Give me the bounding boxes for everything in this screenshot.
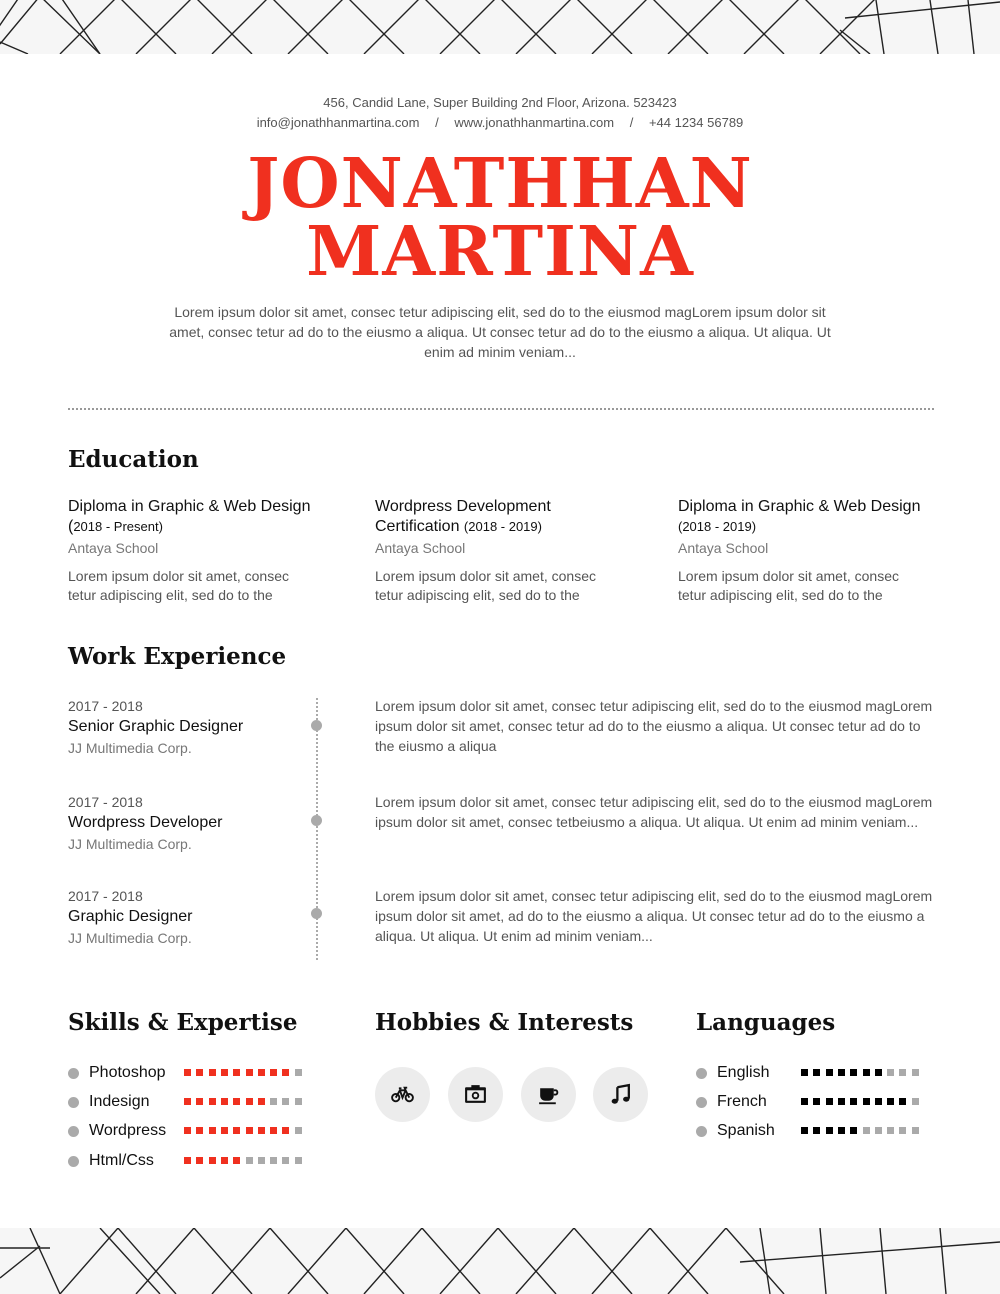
dotted-divider [68,408,934,410]
skill-name: Photoshop [89,1064,166,1081]
level-square-filled [282,1127,289,1134]
bullet-icon [68,1126,79,1137]
language-row [696,1122,936,1140]
level-square-filled [258,1098,265,1105]
level-square-filled [258,1127,265,1134]
level-square-empty [246,1157,253,1164]
job-description: Lorem ipsum dolor sit amet, consec tetur adipiscing elit, sed do to the eiusmod magLorem ipsum dolor sit amet, consec tetbeiusmo a aliqua. Ut aliqua. Ut enim ad minim veniam... [375,794,933,830]
bullet-icon [696,1068,707,1079]
first-name: JONATHHAN [247,144,753,224]
bullet-icon [68,1097,79,1108]
level-square-empty [270,1098,277,1105]
level-square-filled [850,1069,857,1076]
skill-row [68,1093,328,1111]
timeline-dot [311,720,322,731]
level-square-empty [270,1157,277,1164]
education-description: Lorem ipsum dolor sit amet, consec tetur adipiscing elit, sed do to the [375,568,596,603]
level-square-filled [246,1127,253,1134]
level-square-filled [875,1069,882,1076]
skill-row [68,1122,328,1140]
level-square-filled [196,1157,203,1164]
level-square-filled [282,1069,289,1076]
level-square-filled [813,1069,820,1076]
level-square-filled [196,1127,203,1134]
level-square-filled [850,1098,857,1105]
skill-row [68,1152,328,1170]
hobby-coffee [521,1067,576,1122]
diamond-pattern [0,1228,1000,1294]
level-square-empty [912,1098,919,1105]
skill-row [68,1064,328,1082]
level-square-filled [863,1098,870,1105]
level-square-empty [258,1157,265,1164]
level-square-empty [295,1157,302,1164]
bullet-icon [696,1126,707,1137]
phone: +44 1234 56789 [648,115,744,130]
level-square-empty [887,1127,894,1134]
level-square-filled [246,1069,253,1076]
level-square-empty [295,1098,302,1105]
profile-summary: Lorem ipsum dolor sit amet, consec tetur adipiscing elit, sed do to the eiusmod magLorem ipsum dolor sit amet, consec tetur ad do to the eiusmo a aliqua. Ut consec tetur ad do to the eiusmo a aliqua. Ut aliqua. Ut enim ad minim veniam... [169,304,831,360]
education-title: Education [68,446,199,473]
level-square-empty [282,1098,289,1105]
degree-years: 2018 - Present) [73,519,163,534]
job-entry [68,696,308,758]
level-square-filled [196,1069,203,1076]
timeline-line [316,698,318,960]
level-square-filled [887,1098,894,1105]
last-name: MARTINA [306,212,694,292]
email: info@jonathhanmartina.com [256,115,420,130]
language-name: French [717,1093,767,1110]
hobby-bicycle [375,1067,430,1122]
hobby-music [593,1067,648,1122]
bottom-pattern-band [0,1228,1000,1294]
timeline-dot [311,815,322,826]
skills-title: Skills & Expertise [68,1009,298,1036]
level-square-filled [270,1127,277,1134]
job-title: Graphic Designer [68,908,193,925]
level-square-empty [863,1127,870,1134]
degree-years: (2018 - 2019) [463,519,542,534]
level-square-filled [801,1127,808,1134]
level-square-filled [246,1098,253,1105]
level-square-filled [233,1069,240,1076]
level-square-filled [801,1069,808,1076]
bicycle-icon [390,1082,415,1107]
job-entry [68,886,308,948]
skill-name: Html/Css [89,1152,154,1169]
job-description: Lorem ipsum dolor sit amet, consec tetur adipiscing elit, sed do to the eiusmod magLorem ipsum dolor sit amet, ad do to the eiusmo a aliqua. Ut consec tetur ad do to the eiusmo a aliqua. Ut aliqua. Ut enim ad minim veniam... [375,888,933,944]
education-description: Lorem ipsum dolor sit amet, consec tetur adipiscing elit, sed do to the [68,568,289,603]
separator: / [435,115,439,130]
level-square-filled [196,1098,203,1105]
level-square-filled [209,1098,216,1105]
level-square-filled [233,1157,240,1164]
level-square-empty [887,1069,894,1076]
job-years: 2017 - 2018 [68,698,143,714]
level-square-filled [233,1098,240,1105]
level-square-filled [270,1069,277,1076]
language-name: Spanish [717,1122,775,1139]
education-item [375,497,625,605]
school-name: Antaya School [68,540,159,556]
job-company: JJ Multimedia Corp. [68,740,192,756]
level-square-filled [863,1069,870,1076]
school-name: Antaya School [375,540,466,556]
job-years: 2017 - 2018 [68,794,143,810]
education-item [678,497,928,605]
level-square-empty [912,1069,919,1076]
job-entry [68,792,308,854]
bullet-icon [68,1068,79,1079]
level-square-empty [899,1127,906,1134]
level-square-filled [209,1127,216,1134]
level-square-filled [838,1069,845,1076]
candidate-name [0,144,1000,292]
hobbies-title: Hobbies & Interests [375,1009,634,1036]
top-pattern-band [0,0,1000,54]
level-square-filled [184,1127,191,1134]
level-square-empty [899,1069,906,1076]
level-square-filled [850,1127,857,1134]
level-square-filled [184,1098,191,1105]
languages-title: Languages [696,1009,836,1036]
separator: / [629,115,634,130]
language-row [696,1093,936,1111]
level-square-filled [875,1098,882,1105]
level-square-filled [826,1069,833,1076]
address: 456, Candid Lane, Super Building 2nd Floor, Arizona. 523423 [323,95,677,110]
job-title: Senior Graphic Designer [68,718,244,735]
level-square-empty [912,1127,919,1134]
level-square-filled [209,1157,216,1164]
degree-years: (2018 - 2019) [678,519,757,534]
education-description: Lorem ipsum dolor sit amet, consec tetur adipiscing elit, sed do to the [678,568,899,603]
level-square-filled [838,1098,845,1105]
music-note-icon [608,1082,633,1107]
skill-name: Indesign [89,1093,150,1110]
level-square-filled [813,1127,820,1134]
job-company: JJ Multimedia Corp. [68,930,192,946]
level-square-filled [221,1157,228,1164]
education-item [68,497,318,605]
degree-title: Diploma in Graphic & Web Design (2018 - Present) [68,498,311,535]
bullet-icon [696,1097,707,1108]
diamond-pattern [0,0,1000,54]
level-square-filled [184,1157,191,1164]
level-square-empty [875,1127,882,1134]
school-name: Antaya School [678,540,769,556]
level-square-filled [184,1069,191,1076]
coffee-cup-icon [536,1082,561,1107]
level-square-filled [221,1069,228,1076]
website: www.jonathhanmartina.com [454,115,615,130]
skill-name: Wordpress [89,1122,167,1139]
level-square-filled [221,1127,228,1134]
timeline-dot [311,908,322,919]
level-square-empty [295,1127,302,1134]
job-description: Lorem ipsum dolor sit amet, consec tetur adipiscing elit, sed do to the eiusmod magLorem ipsum dolor sit amet, consec tetur ad do to the eiusmo a aliqua. Ut consec tetur ad do to the eiusmo a aliqua [375,698,933,754]
job-years: 2017 - 2018 [68,888,143,904]
job-title: Wordpress Developer [68,814,223,831]
work-experience-title: Work Experience [68,643,287,670]
hobby-camera [448,1067,503,1122]
level-square-filled [826,1127,833,1134]
level-square-empty [295,1069,302,1076]
level-square-filled [899,1098,906,1105]
level-square-filled [221,1098,228,1105]
contact-block [0,93,1000,133]
level-square-filled [813,1098,820,1105]
level-square-filled [838,1127,845,1134]
level-square-filled [209,1069,216,1076]
camera-icon [463,1082,488,1107]
degree-title: Wordpress Development Certification (2018 - 2019) [375,498,551,535]
level-square-filled [826,1098,833,1105]
level-square-filled [801,1098,808,1105]
level-square-filled [233,1127,240,1134]
job-company: JJ Multimedia Corp. [68,836,192,852]
bullet-icon [68,1156,79,1167]
degree-title: Diploma in Graphic & Web Design (2018 - 2019) [678,498,921,534]
level-square-filled [258,1069,265,1076]
language-row [696,1064,936,1082]
level-square-empty [282,1157,289,1164]
language-name: English [717,1064,770,1081]
